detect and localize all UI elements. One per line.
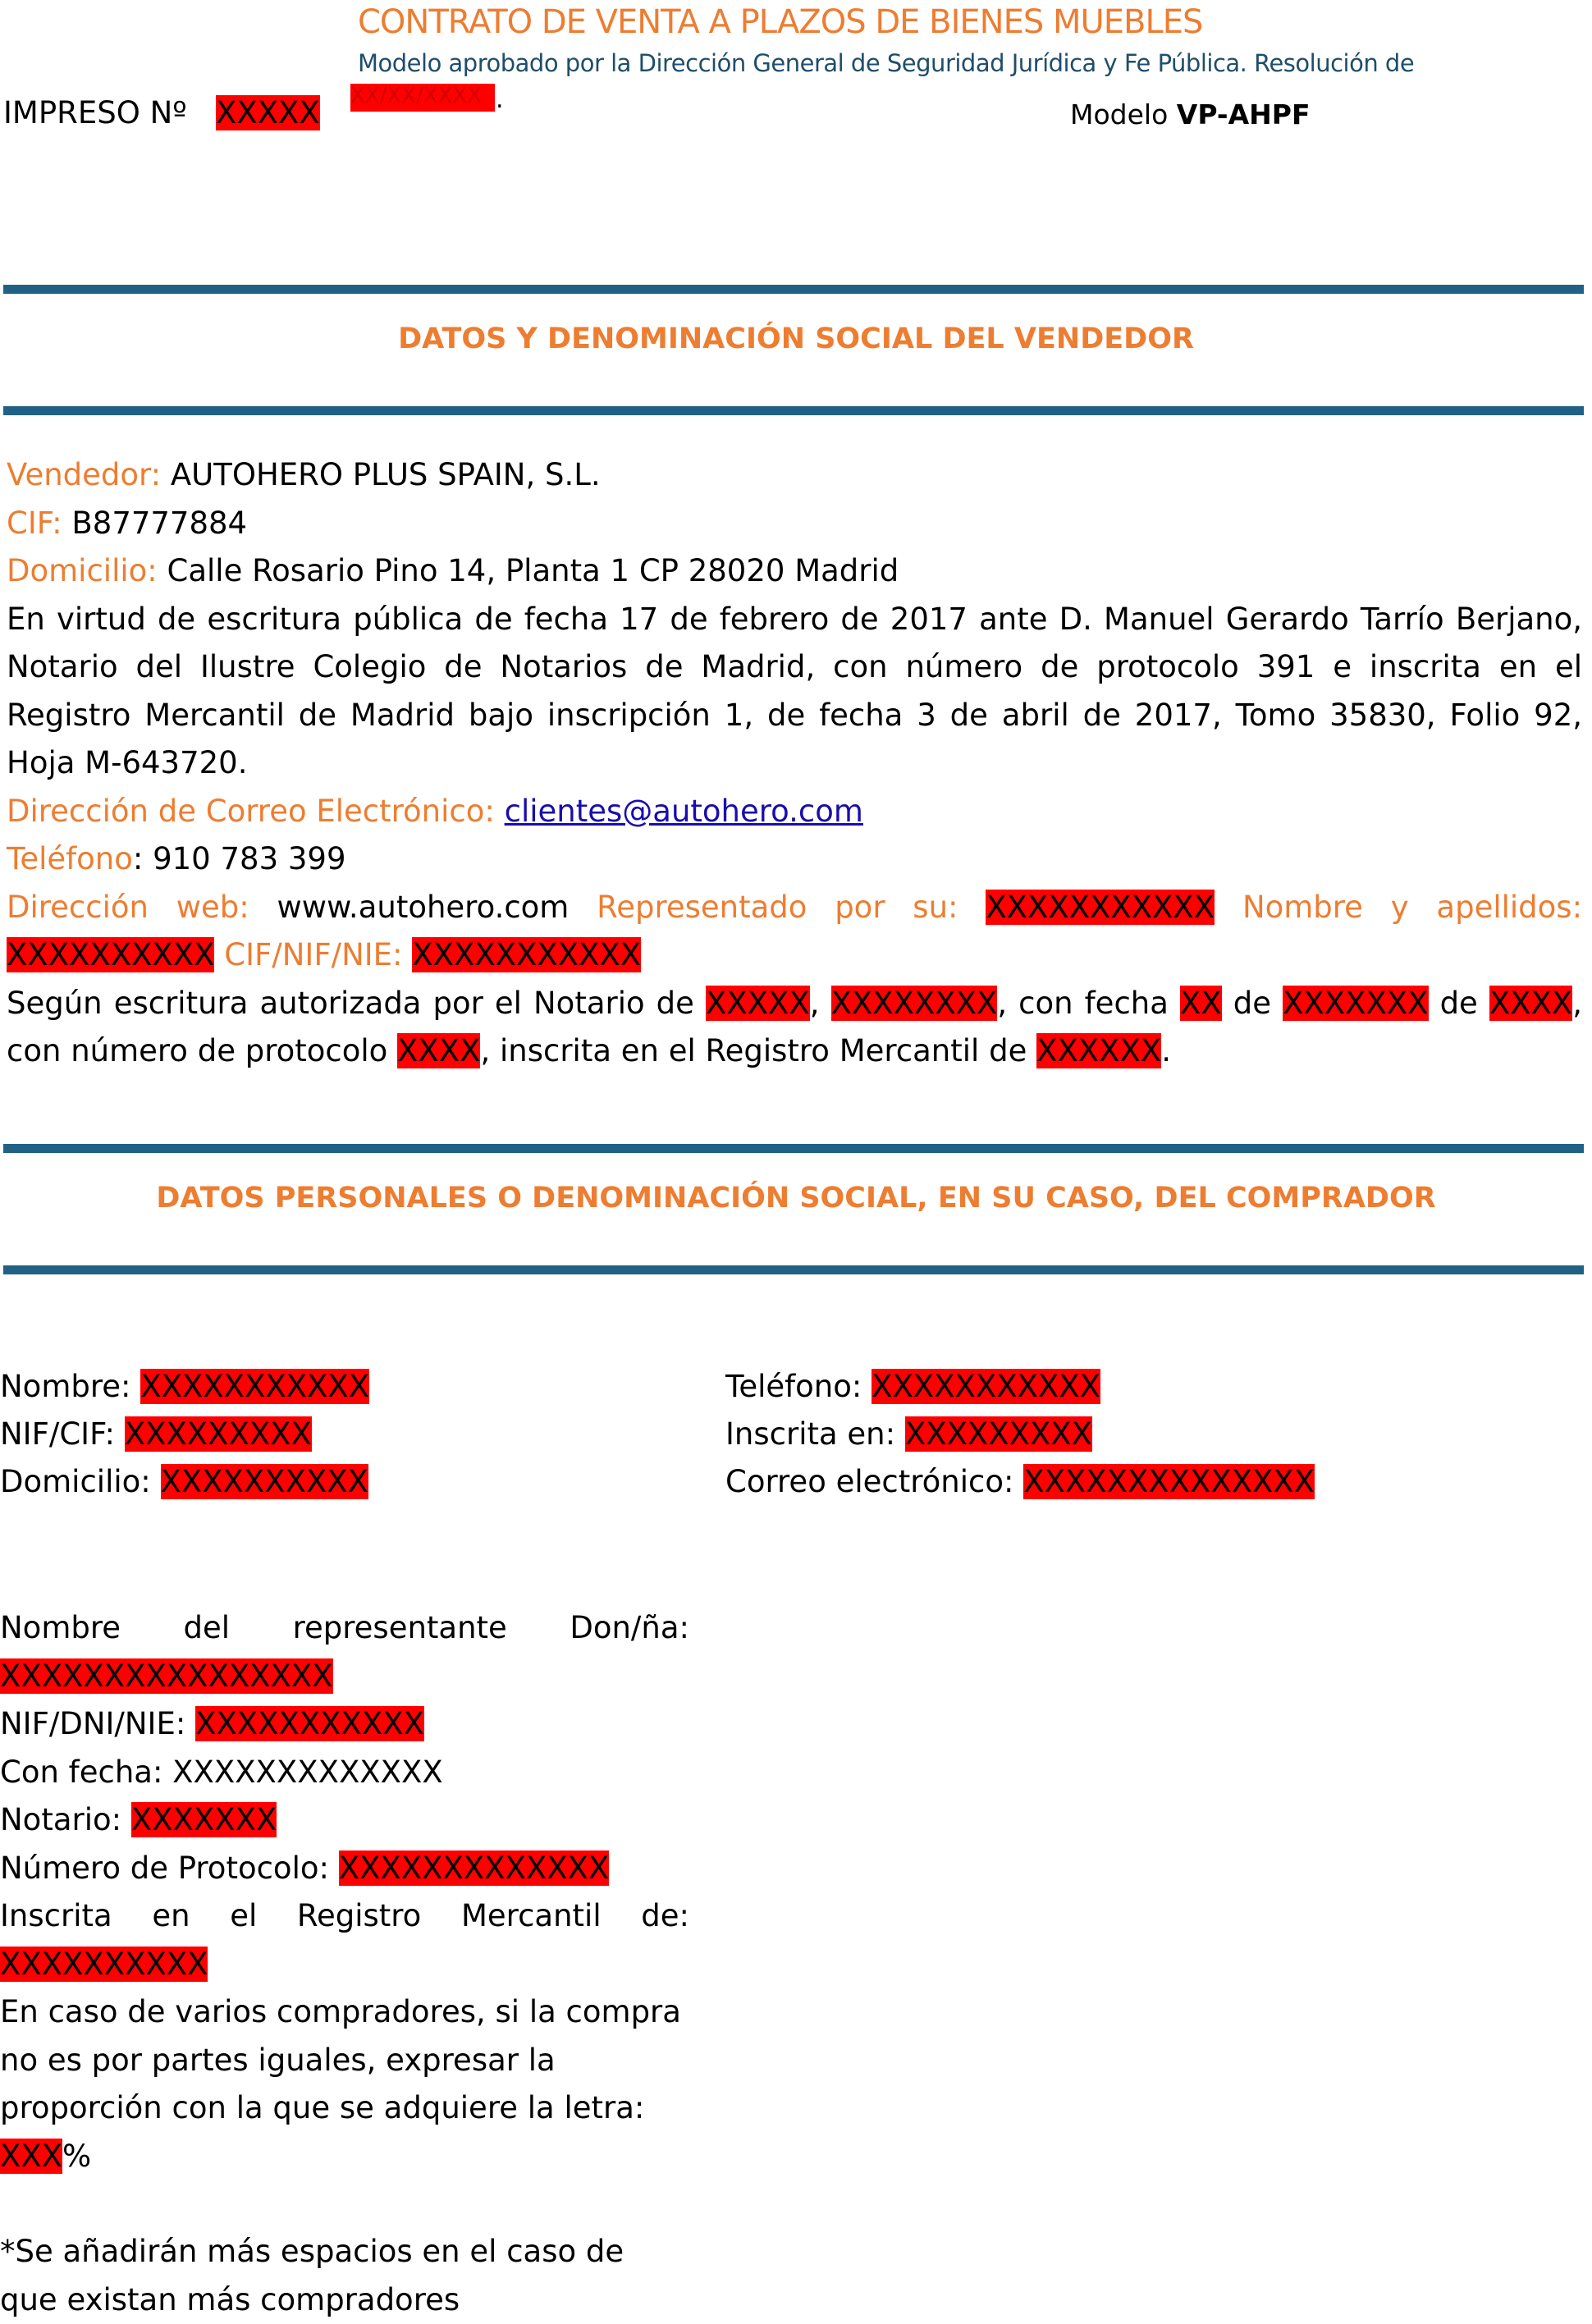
escritura-paragraph: En virtud de escritura pública de fecha 17 de febrero de 2017 ante D. Manuel Gerardo Tarrío Berjano, Notario del Ilustre Colegio de Notarios de Madrid, con número de protocolo 391 e inscrita en el Registro Mercantil de Madrid bajo inscripción 1, de fecha 3 de abril de 2017, Tomo 35830, Folio 92, Hoja M-643720. (7, 601, 1582, 780)
rep-value: XXXXXXXXXXXXXXXX (0, 1658, 333, 1694)
representado-value: XXXXXXXXXXX (986, 889, 1215, 925)
modelo-value: VP-AHPF (1176, 98, 1311, 130)
mes-value: XXXXXXX (1283, 985, 1429, 1021)
section-divider (3, 1144, 1584, 1153)
buyer-field (725, 1411, 1315, 1458)
field-label: Teléfono: (725, 1369, 862, 1404)
email-link[interactable]: clientes@autohero.com (504, 793, 863, 829)
text: Según escritura autorizada por el Notario de (7, 985, 694, 1021)
text: . (1161, 1033, 1171, 1068)
field-value: XXXXXXXXXXX (871, 1369, 1100, 1404)
representative-paragraph (7, 884, 1582, 980)
text: , con fecha (997, 985, 1169, 1021)
buyer-field (0, 1458, 369, 1506)
segun-paragraph (7, 980, 1582, 1076)
field-label: Domicilio: (0, 1464, 151, 1499)
lugar-value: XXXXXXXX (830, 985, 998, 1021)
web-label: Dirección web: (7, 889, 249, 925)
dia-value: XX (1179, 985, 1222, 1021)
vendedor-label: Vendedor: (7, 457, 162, 492)
nombre-label: Nombre y apellidos: (1242, 889, 1583, 925)
field-label: NIF/DNI/NIE: (0, 1706, 186, 1741)
text: En caso de varios compradores, si la compra no es por partes iguales, expresar la proporción con la que se adquiere la letra: (0, 1994, 681, 2125)
footnote: *Se añadirán más espacios en el caso de que existan más compradores (0, 2234, 624, 2317)
section-divider (3, 406, 1584, 415)
field-value: XXXXXXXXX (904, 1416, 1092, 1452)
modelo-label: Modelo (1070, 98, 1169, 130)
text: número de protocolo (71, 1033, 388, 1068)
telefono-label: Teléfono (7, 841, 133, 876)
field-label: Inscrita en: (725, 1416, 896, 1452)
document-subtitle: Modelo aprobado por la Dirección General de Seguridad Jurídica y Fe Pública. Resolución de (358, 49, 1415, 77)
buyer-field (725, 1363, 1315, 1411)
web-value: www.autohero.com (277, 889, 570, 925)
field-label: NIF/CIF: (0, 1416, 115, 1452)
impreso-label: IMPRESO Nº (3, 95, 187, 130)
field-value: XXXXXXXXX (124, 1416, 312, 1452)
redacted-resolution-date (350, 84, 495, 112)
protocolo-value: XXXX (397, 1033, 481, 1068)
rep-label: Nombre del representante Don/ña: (0, 1610, 689, 1645)
section-divider (3, 1265, 1584, 1274)
text: , con (7, 985, 1583, 1068)
registro-value: XXXXXX (1036, 1033, 1162, 1068)
buyer-right-column (725, 1363, 1315, 1506)
field-label: Número de Protocolo: (0, 1850, 329, 1886)
field-value: XXXXXXXXXXXXX (172, 1754, 443, 1790)
buyer-field (0, 1363, 369, 1411)
field-value: XXXXXXXXXXX (140, 1369, 370, 1404)
nombre-value: XXXXXXXXXX (7, 937, 215, 972)
domicilio-label: Domicilio: (7, 553, 158, 588)
proporcion-value: XXX (0, 2138, 63, 2174)
text: de (1439, 985, 1478, 1021)
field-label: Nombre: (0, 1369, 131, 1404)
buyer-field (0, 1411, 369, 1458)
anio-value: XXXX (1489, 985, 1573, 1021)
field-value: XXXXXXXXXX (160, 1464, 368, 1499)
text: de (1233, 985, 1271, 1021)
representative-block (0, 1604, 689, 2324)
field-label: Notario: (0, 1802, 122, 1837)
field-value: XXXXXXX (130, 1802, 277, 1837)
domicilio-value: Calle Rosario Pino 14, Planta 1 CP 28020 Madrid (167, 553, 899, 588)
cif-value: B87777884 (71, 505, 248, 541)
buyer-section-heading: DATOS PERSONALES O DENOMINACIÓN SOCIAL, EN SU CASO, DEL COMPRADOR (156, 1182, 1436, 1215)
vendedor-value: AUTOHERO PLUS SPAIN, S.L. (170, 457, 601, 492)
registro-label: Inscrita en el Registro Mercantil de: (0, 1898, 689, 1933)
email-label: Dirección de Correo Electrónico: (7, 793, 495, 829)
representado-label: Representado por su: (597, 889, 958, 925)
impreso-value: XXXXX (216, 95, 320, 130)
seller-details (7, 451, 1582, 1076)
notario-value: XXXXX (706, 985, 810, 1021)
section-divider (3, 285, 1584, 294)
impreso-number (3, 95, 320, 130)
percent-sign: % (62, 2138, 92, 2174)
period: . (496, 85, 504, 114)
cif-label: CIF: (7, 505, 62, 541)
cifnie-label: CIF/NIF/NIE: (224, 937, 403, 972)
buyer-left-column (0, 1363, 369, 1506)
seller-section-heading: DATOS Y DENOMINACIÓN SOCIAL DEL VENDEDOR (398, 323, 1194, 355)
modelo (1070, 98, 1311, 130)
document-title: CONTRATO DE VENTA A PLAZOS DE BIENES MUEBLES (358, 3, 1203, 41)
field-value: XXXXXXXXXXXXXX (1023, 1464, 1315, 1499)
text: , inscrita en el Registro Mercantil de (480, 1033, 1027, 1068)
field-label: Con fecha: (0, 1754, 163, 1790)
telefono-value: : 910 783 399 (132, 841, 346, 876)
text: , (809, 985, 820, 1021)
field-value: XXXXXXXXXXX (195, 1706, 424, 1741)
field-label: Correo electrónico: (725, 1464, 1014, 1499)
field-value: XXXXXXXXXXXXX (338, 1850, 610, 1886)
proporcion-paragraph (0, 1988, 689, 2180)
redacted-text: XX/XX/XXXX (350, 84, 483, 108)
cifnie-value: XXXXXXXXXXX (412, 937, 642, 972)
registro-value: XXXXXXXXXX (0, 1946, 208, 1982)
buyer-field (725, 1458, 1315, 1506)
